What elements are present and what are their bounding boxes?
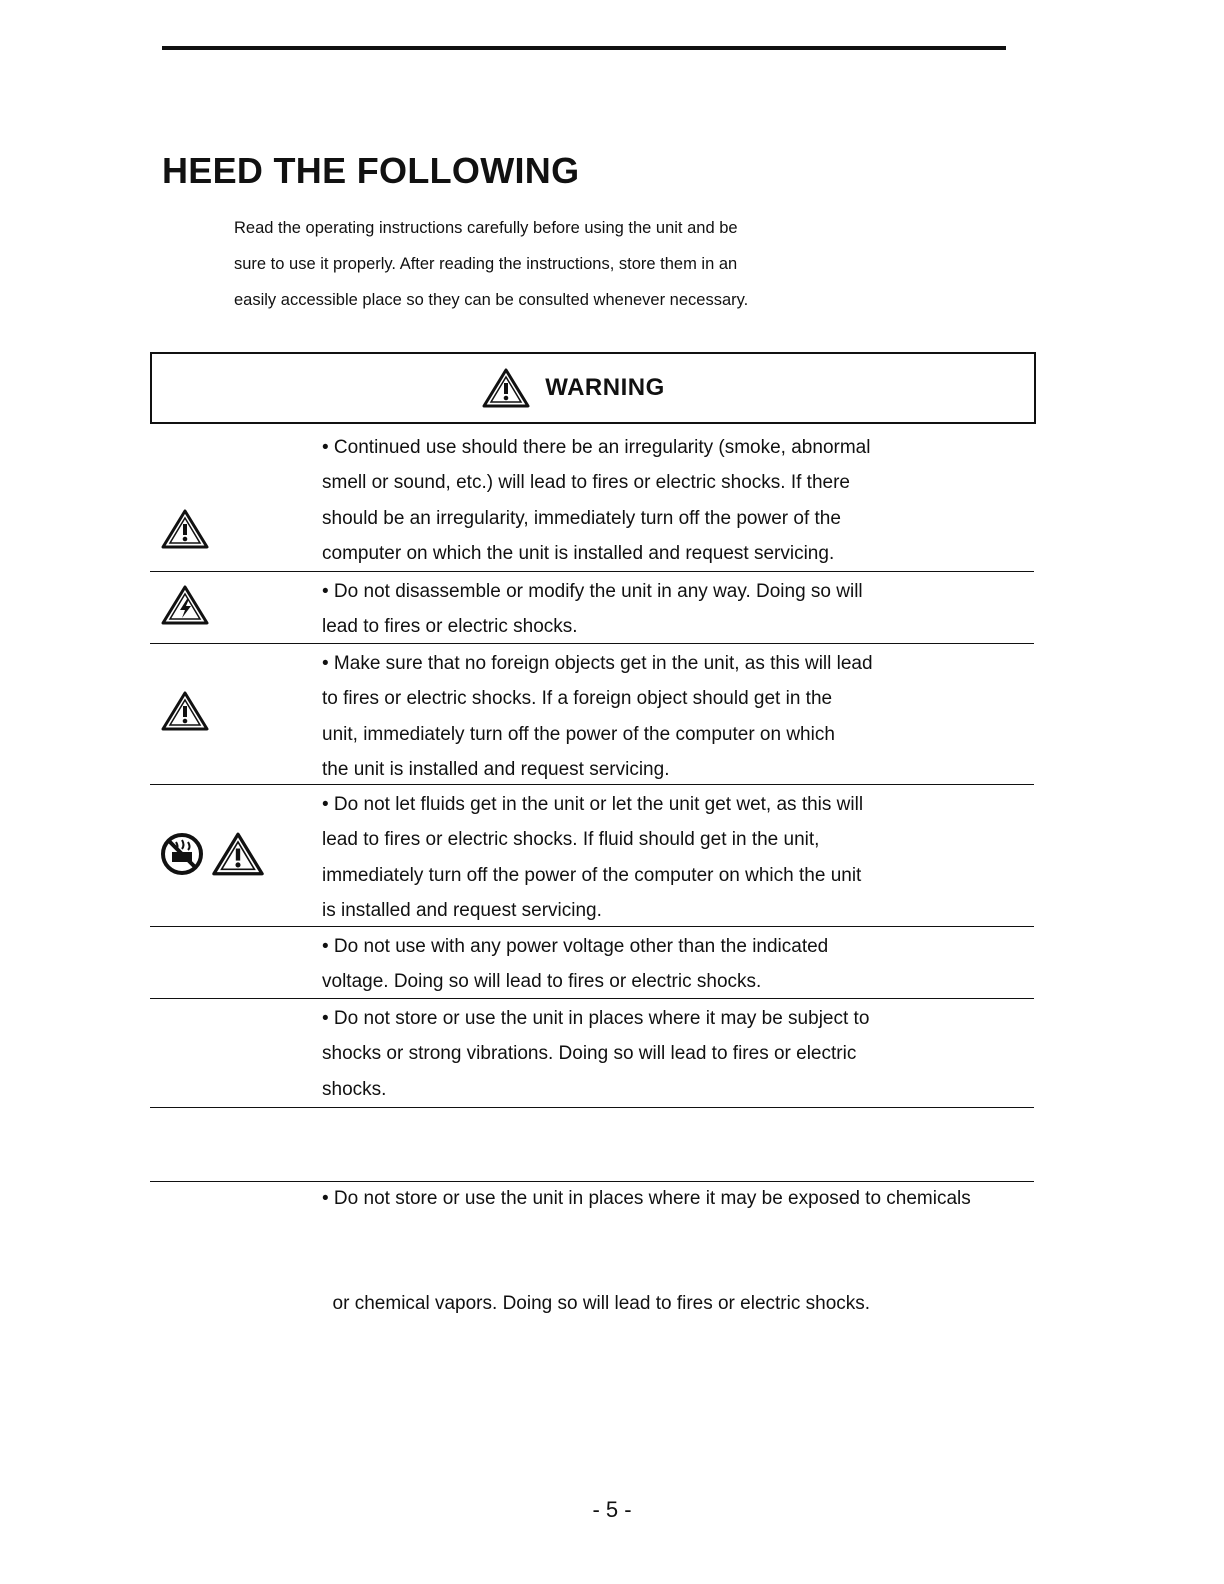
warning-item-text	[322, 929, 1022, 1000]
warning-item	[150, 1108, 1034, 1315]
warning-line: shocks.	[322, 1078, 387, 1100]
page-title: HEED THE FOLLOWING	[162, 150, 580, 191]
warning-item	[150, 785, 1034, 927]
warning-line: shocks or strong vibrations. Doing so will lead to fires or electric	[322, 1043, 857, 1065]
warning-item-icons	[160, 690, 210, 732]
warning-line: smell or sound, etc.) will lead to fires or electric shocks. If there	[322, 472, 850, 494]
warning-item-text	[322, 430, 1022, 571]
warning-item	[150, 428, 1034, 572]
intro-line: Read the operating instructions carefully before using the unit and be	[234, 219, 738, 237]
warning-item-text	[322, 1001, 1022, 1107]
warning-item-text	[322, 646, 1022, 787]
warning-line: • Do not let fluids get in the unit or let the unit get wet, as this will	[322, 794, 864, 815]
warning-line: should be an irregularity, immediately turn off the power of the	[322, 507, 841, 529]
warning-line: the unit is installed and request servicing.	[322, 758, 670, 780]
intro-line: sure to use it properly. After reading the instructions, store them in an	[234, 255, 738, 273]
warning-line: to fires or electric shocks. If a foreign object should get in the	[322, 688, 833, 710]
warning-line: unit, immediately turn off the power of the computer on which	[322, 723, 835, 745]
electric-shock-triangle-icon	[160, 584, 210, 626]
warning-line: • Do not store or use the unit in places where it may be subject to	[322, 1008, 870, 1029]
warning-item	[150, 999, 1034, 1108]
warning-line: • Do not use with any power voltage other than the indicated	[322, 936, 829, 957]
warning-item-icons	[160, 508, 210, 550]
warning-line: immediately turn off the power of the computer on which the unit	[322, 864, 862, 886]
warning-header	[150, 352, 1036, 424]
warning-item	[150, 927, 1034, 999]
intro-paragraph	[234, 210, 874, 318]
warning-line: or chemical vapors. Doing so will lead to fires or electric shocks.	[322, 1293, 871, 1315]
intro-line: easily accessible place so they can be consulted whenever necessary.	[234, 291, 749, 309]
warning-line: lead to fires or electric shocks. If fluid should get in the unit,	[322, 829, 820, 851]
warning-line: • Do not store or use the unit in places where it may be exposed to chemicals	[322, 1187, 971, 1209]
warning-line: voltage. Doing so will lead to fires or electric shocks.	[322, 971, 762, 993]
warning-item-icons	[160, 584, 210, 626]
warning-item-text	[322, 1110, 1022, 1392]
warning-item	[150, 572, 1034, 644]
caution-triangle-icon	[481, 367, 531, 409]
caution-triangle-icon	[210, 831, 266, 877]
warning-label: WARNING	[545, 374, 665, 401]
no-water-prohibition-icon	[160, 832, 204, 876]
warning-line: is installed and request servicing.	[322, 899, 602, 921]
caution-triangle-icon	[160, 690, 210, 732]
warning-item-text	[322, 574, 1022, 645]
warning-line: computer on which the unit is installed and request servicing.	[322, 542, 835, 564]
warning-line: • Do not disassemble or modify the unit in any way. Doing so will	[322, 581, 863, 602]
warning-item-text	[322, 787, 1022, 928]
page-number: - 5 -	[592, 1497, 632, 1522]
warning-line: lead to fires or electric shocks.	[322, 616, 578, 638]
caution-triangle-icon	[160, 508, 210, 550]
warning-line: • Make sure that no foreign objects get in the unit, as this will lead	[322, 653, 873, 674]
top-rule	[162, 46, 1006, 50]
warning-line: • Continued use should there be an irregularity (smoke, abnormal	[322, 437, 871, 458]
warning-item	[150, 644, 1034, 785]
warning-item-icons	[160, 831, 266, 877]
